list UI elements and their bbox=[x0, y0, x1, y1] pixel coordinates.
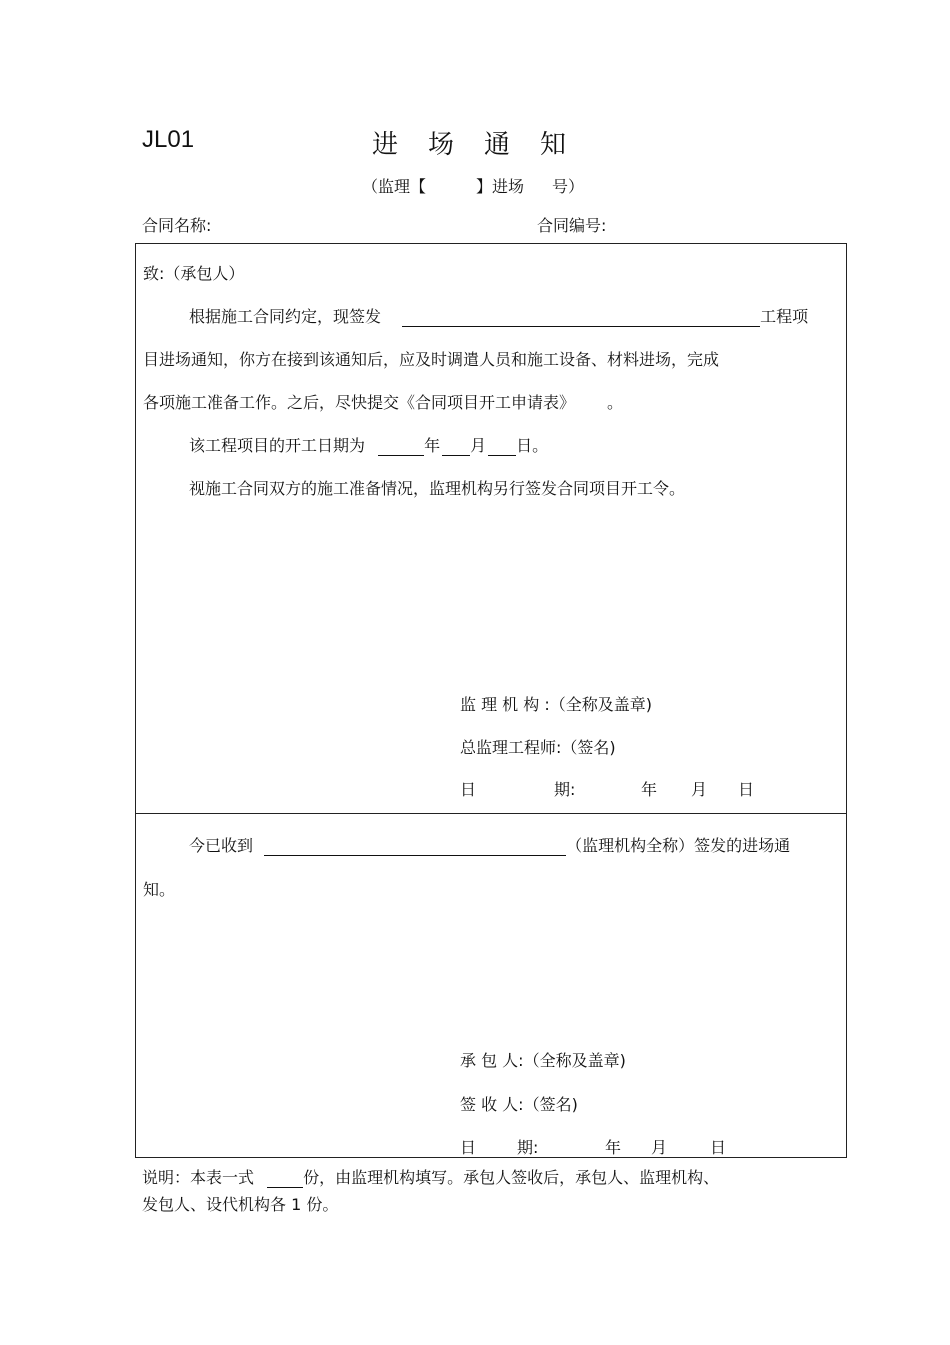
sign-org-label: 监 理 机 构 : bbox=[460, 695, 550, 714]
sign-org-note: （全称及盖章) bbox=[549, 695, 652, 714]
subtitle bbox=[362, 174, 584, 197]
receipt-line1 bbox=[189, 833, 790, 856]
start-year: 年 bbox=[424, 436, 441, 455]
copies-blank bbox=[267, 1169, 303, 1188]
notice-date-label-b: 期: bbox=[554, 780, 576, 799]
to-line: 致:（承包人） bbox=[143, 264, 245, 283]
contractor-label: 承 包 人: bbox=[460, 1051, 524, 1070]
footnote-line1 bbox=[142, 1165, 719, 1188]
contractor-note: （全称及盖章) bbox=[523, 1051, 626, 1070]
receiver-note: （签名) bbox=[523, 1095, 578, 1114]
notice-section bbox=[135, 243, 847, 814]
receipt-line2: 知。 bbox=[143, 880, 176, 899]
notice-paragraph-1 bbox=[189, 304, 808, 327]
receipt-date-line bbox=[460, 1135, 780, 1155]
sign-engineer-note: （签名) bbox=[561, 738, 616, 757]
receipt-line1-end: （监理机构全称）签发的进场通 bbox=[566, 836, 791, 855]
start-day: 日。 bbox=[516, 436, 549, 455]
notice-date-month: 月 bbox=[691, 780, 708, 799]
p1-end: 工程项 bbox=[760, 307, 809, 326]
p1-line3-text: 各项施工准备工作。之后，尽快提交《合同项目开工申请表》 bbox=[143, 393, 576, 412]
sign-org-line bbox=[460, 692, 652, 715]
start-date-label: 该工程项目的开工日期为 bbox=[189, 436, 366, 455]
start-month: 月 bbox=[470, 436, 487, 455]
subtitle-suffix: 号） bbox=[552, 177, 585, 196]
subtitle-mid: 】进场 bbox=[476, 177, 525, 196]
supervisor-name-blank bbox=[264, 837, 566, 856]
receipt-date-label-b: 期: bbox=[517, 1138, 539, 1157]
sign-engineer-label: 总监理工程师: bbox=[460, 738, 562, 757]
p1-line2: 目进场通知，你方在接到该通知后，应及时调遣人员和施工设备、材料进场，完成 bbox=[143, 350, 720, 369]
footnote-end: 份，由监理机构填写。承包人签收后，承包人、监理机构、 bbox=[303, 1168, 720, 1187]
start-month-blank bbox=[442, 437, 470, 456]
p1-line3 bbox=[143, 390, 623, 413]
receipt-date-year: 年 bbox=[605, 1138, 622, 1157]
footnote-start: 说明：本表一式 bbox=[142, 1168, 255, 1187]
p3: 视施工合同双方的施工准备情况，监理机构另行签发合同项目开工令。 bbox=[189, 479, 686, 498]
receipt-section bbox=[135, 813, 847, 1158]
start-day-blank bbox=[488, 437, 516, 456]
notice-date-day: 日 bbox=[738, 780, 755, 799]
receipt-date-month: 月 bbox=[651, 1138, 668, 1157]
contract-name-label: 合同名称: bbox=[142, 216, 212, 235]
notice-date-label-a: 日 bbox=[460, 780, 477, 799]
start-year-blank bbox=[378, 437, 424, 456]
contractor-line bbox=[460, 1048, 626, 1071]
footnote-line2: 发包人、设代机构各 1 份。 bbox=[142, 1195, 339, 1214]
receipt-date-day: 日 bbox=[710, 1138, 727, 1157]
page-title: 进场通知 bbox=[372, 130, 597, 160]
form-code: JL01 bbox=[142, 126, 195, 153]
project-name-blank bbox=[402, 308, 760, 327]
receiver-label: 签 收 人: bbox=[460, 1095, 524, 1114]
notice-date-year: 年 bbox=[641, 780, 658, 799]
p1-start: 根据施工合同约定，现签发 bbox=[189, 307, 382, 326]
sign-engineer-line bbox=[460, 735, 616, 758]
receipt-line1-start: 今已收到 bbox=[189, 836, 254, 855]
receipt-date-label-a: 日 bbox=[460, 1138, 477, 1157]
start-date-line bbox=[189, 433, 548, 456]
subtitle-prefix: （监理【 bbox=[362, 177, 427, 196]
contract-no-label: 合同编号: bbox=[537, 216, 607, 235]
p1-line3-end: 。 bbox=[607, 393, 624, 412]
receiver-line bbox=[460, 1092, 578, 1115]
notice-date-line bbox=[460, 777, 820, 797]
